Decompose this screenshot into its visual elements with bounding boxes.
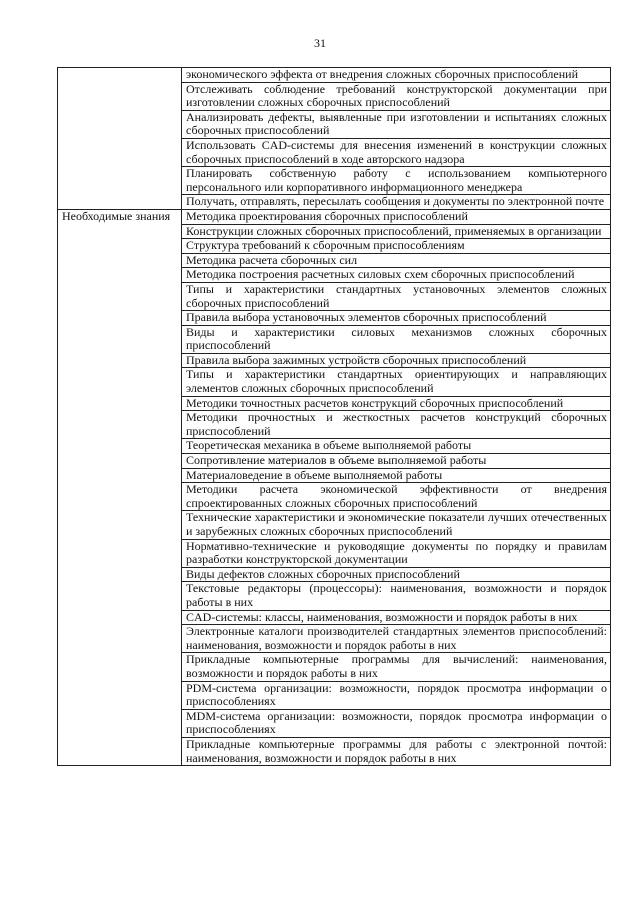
knowledge-item: MDM-система организации: возможности, порядок просмотра информации о приспособлениях <box>182 709 611 737</box>
knowledge-item: Типы и характеристики стандартных установочных элементов сложных сборочных приспособлений <box>182 282 611 310</box>
skill-item: Отслеживать соблюдение требований конструкторской документации при изготовлении сложных сборочных приспособлений <box>182 82 611 110</box>
knowledge-item: Правила выбора зажимных устройств сборочных приспособлений <box>182 353 611 368</box>
knowledge-item: Структура требований к сборочным приспособлениям <box>182 239 611 254</box>
skill-item: Использовать CAD-системы для внесения изменений в конструкции сложных сборочных приспособлений в ходе авторского надзора <box>182 138 611 166</box>
knowledge-item: Электронные каталоги производителей стандартных элементов приспособлений: наименования, возможности и порядок работы в них <box>182 625 611 653</box>
knowledge-item: Технические характеристики и экономические показатели лучших отечественных и зарубежных сложных сборочных приспособлений <box>182 511 611 539</box>
competency-table <box>57 67 611 766</box>
knowledge-item: PDM-система организации: возможности, порядок просмотра информации о приспособлениях <box>182 681 611 709</box>
skill-item: Получать, отправлять, пересылать сообщения и документы по электронной почте <box>182 195 611 210</box>
knowledge-item: Прикладные компьютерные программы для вычислений: наименования, возможности и порядок работы в них <box>182 653 611 681</box>
knowledge-item: Нормативно-технические и руководящие документы по порядку и правилам разработки конструкторской документации <box>182 539 611 567</box>
knowledge-item: Типы и характеристики стандартных ориентирующих и направляющих элементов сложных сборочных приспособлений <box>182 368 611 396</box>
table-row <box>58 209 611 224</box>
knowledge-item: Правила выбора установочных элементов сборочных приспособлений <box>182 311 611 326</box>
skill-item: экономического эффекта от внедрения сложных сборочных приспособлений <box>182 68 611 83</box>
knowledge-item: Прикладные компьютерные программы для работы с электронной почтой: наименования, возможности и порядок работы в них <box>182 737 611 765</box>
knowledge-item: Методики прочностных и жесткостных расчетов конструкций сборочных приспособлений <box>182 411 611 439</box>
knowledge-item: Методика расчета сборочных сил <box>182 253 611 268</box>
skills-heading-cell <box>58 68 182 210</box>
knowledge-item: Виды дефектов сложных сборочных приспособлений <box>182 567 611 582</box>
knowledge-item: Конструкции сложных сборочных приспособлений, применяемых в организации <box>182 224 611 239</box>
knowledge-item: Теоретическая механика в объеме выполняемой работы <box>182 439 611 454</box>
knowledge-item: Текстовые редакторы (процессоры): наименования, возможности и порядок работы в них <box>182 582 611 610</box>
knowledge-item: Сопротивление материалов в объеме выполняемой работы <box>182 454 611 469</box>
knowledge-item: CAD-системы: классы, наименования, возможности и порядок работы в них <box>182 610 611 625</box>
skill-item: Анализировать дефекты, выявленные при изготовлении и испытаниях сложных сборочных приспособлений <box>182 110 611 138</box>
knowledge-heading: Необходимые знания <box>58 209 182 765</box>
knowledge-item: Методики расчета экономической эффективности от внедрения спроектированных сложных сборочных приспособлений <box>182 483 611 511</box>
skill-item: Планировать собственную работу с использованием компьютерного персонального или корпоративного информационного менеджера <box>182 167 611 195</box>
table-body <box>58 68 611 766</box>
knowledge-item: Виды и характеристики силовых механизмов сложных сборочных приспособлений <box>182 325 611 353</box>
knowledge-item: Методика проектирования сборочных приспособлений <box>182 209 611 224</box>
table-row <box>58 68 611 83</box>
knowledge-item: Материаловедение в объеме выполняемой работы <box>182 468 611 483</box>
page-number: 31 <box>314 36 326 50</box>
knowledge-item: Методики точностных расчетов конструкций сборочных приспособлений <box>182 396 611 411</box>
knowledge-item: Методика построения расчетных силовых схем сборочных приспособлений <box>182 268 611 283</box>
